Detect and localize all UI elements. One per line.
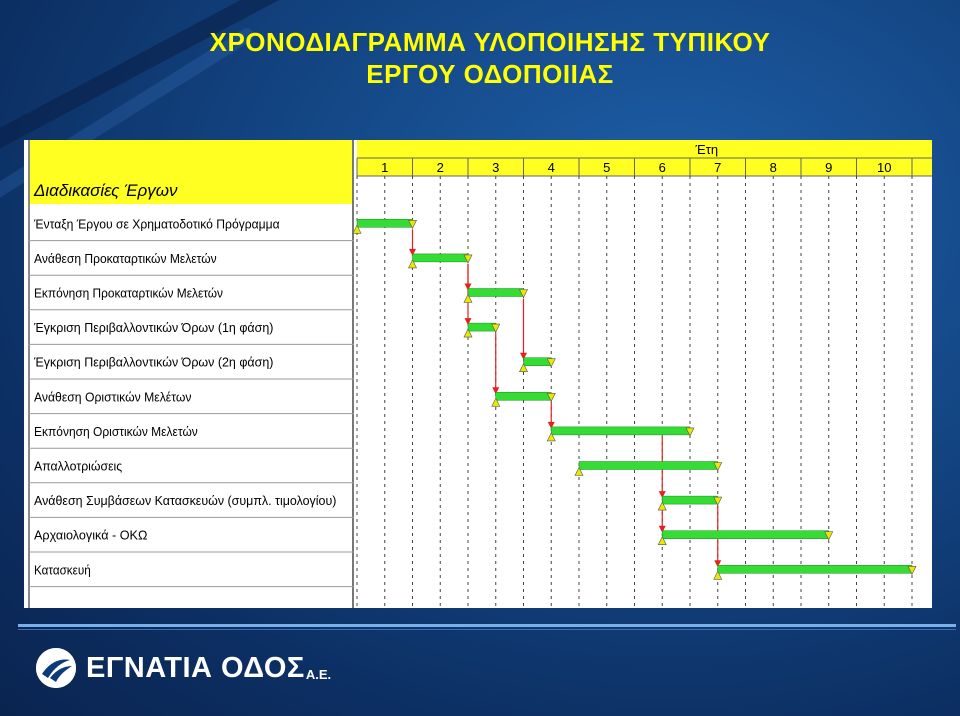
task-label: Απαλλοτριώσεις [34,459,123,474]
task-label: Εκπόνηση Οριστικών Μελετών [34,424,198,439]
task-bar [468,289,524,297]
year-label: 1 [381,160,389,175]
year-label: 8 [769,160,777,175]
year-label: 6 [658,160,666,175]
task-bar [662,531,829,539]
gantt-chart [24,140,932,608]
footer-divider [18,624,956,627]
task-label: Ανάθεση Συμβάσεων Κατασκευών (συμπλ. τιμολογίου) [34,494,337,509]
footer-divider [18,629,956,630]
task-label: Έγκριση Περιβαλλοντικών Όρων (2η φάση) [33,355,274,370]
logo-suffix: Α.Ε. [305,666,332,682]
task-label: Ανάθεση Προκαταρτικών Μελετών [34,251,217,266]
slide-title [150,26,830,90]
task-label: Κατασκευή [34,563,91,578]
year-label: 2 [436,160,444,175]
task-bar [551,427,690,435]
logo-emblem-icon [36,648,76,688]
years-header: Έτη [695,142,719,157]
task-bar [496,392,552,400]
year-label: 9 [825,160,833,175]
task-bar [357,219,413,227]
task-bar [413,254,469,262]
task-bar [718,565,912,573]
year-label: 7 [714,160,722,175]
year-label: 4 [547,160,555,175]
task-label: Έγκριση Περιβαλλοντικών Όρων (1η φάση) [33,321,274,336]
left-border [28,140,30,608]
task-bar [579,462,718,470]
task-bar [662,496,718,504]
task-label: Αρχαιολογικά - ΟΚΩ [34,528,148,543]
company-logo [36,644,331,692]
year-label: 5 [603,160,611,175]
task-label: Εκπόνηση Προκαταρτικών Μελετών [34,286,223,301]
task-label: Ένταξη Έργου σε Χρηματοδοτικό Πρόγραμμα [33,217,280,232]
gantt-chart-frame [24,140,932,608]
year-label: 3 [492,160,500,175]
slide-title-line-2: ΕΡΓΟΥ ΟΔΟΠΟΙΙΑΣ [366,59,614,89]
slide-title-line-1: ΧΡΟΝΟΔΙΑΓΡΑΜΜΑ ΥΛΟΠΟΙΗΣΗΣ ΤΥΠΙΚΟΥ [209,27,771,57]
task-label: Ανάθεση Οριστικών Μελέτων [34,390,192,405]
tasks-header: Διαδικασίες Έργων [34,181,178,200]
column-divider [352,140,354,608]
year-label: 10 [877,160,892,175]
logo-name: ΕΓΝΑΤΙΑ ΟΔΟΣ [86,651,305,684]
